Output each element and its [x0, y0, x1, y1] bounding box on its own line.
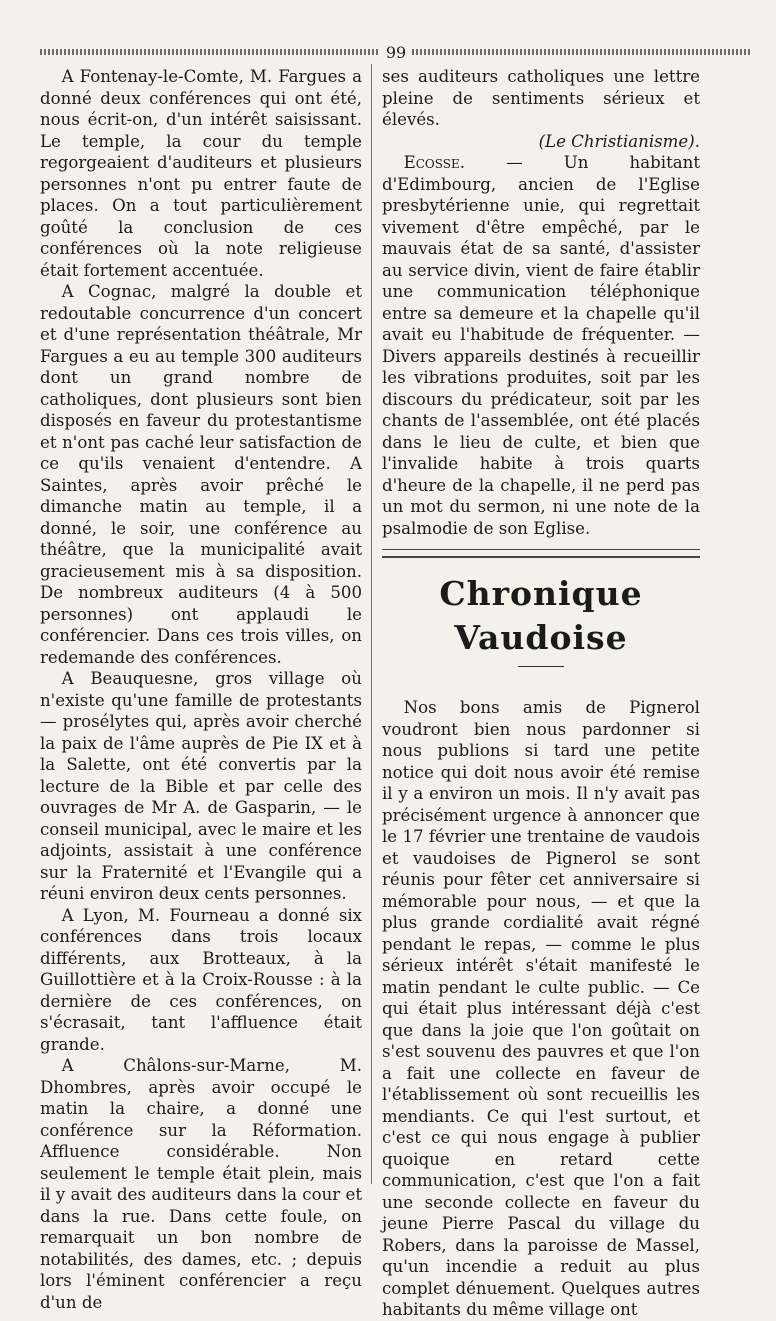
- page-number: 99: [385, 42, 407, 62]
- right-column: [382, 66, 700, 1321]
- source-citation: (Le Christianisme).: [538, 131, 700, 151]
- paragraph-beauquesne: A Beauquesne, gros village où n'existe qu'une famille de protestants — prosélytes qui, après avoir cherché la paix de l'âme auprès de Pie IX et à la Salette, ont été convertis par la lecture de la Bible et par celle des ouvrages de Mr A. de Gasparin, — le conseil municipal, avec le maire et les adjoints, assistait à une conférence sur la Fraternité et l'Evangile qui a réuni environ deux cents personnes.: [40, 669, 362, 903]
- section-separator: [382, 549, 700, 558]
- section-title: Chronique Vaudoise: [439, 574, 643, 657]
- ecosse-text: — Un habitant d'Edimbourg, ancien de l'Eglise presbytérienne unie, qui regrettait vivement d'être empêché, par le mauvais état de sa santé, d'assister au service divin, vient de faire établir une communication téléphonique entre sa demeure et la chapelle qu'il avait eu l'habitude de fréquenter. — Divers appareils destinés à recueillir les vibrations produites, soit par les discours du prédicateur, soit par les chants de l'assemblée, ont été placés dans le lieu de culte, et bien que l'invalide habite à trois quarts d'heure de la chapelle, il ne perd pas un mot du sermon, ni une note de la psalmodie de son Eglise.: [382, 153, 700, 538]
- paragraph-cognac: A Cognac, malgré la double et redoutable concurrence d'un concert et d'une représentation théâtrale, Mr Fargues a eu au temple 300 auditeurs dont un grand nombre de catholiques, dont plusieurs sont bien disposés en faveur du protestantisme et n'ont pas caché leur satisfaction de ce qu'ils venaient d'entendre. A Saintes, après avoir prêché le dimanche matin au temple, il a donné, le soir, une conférence au théâtre, que la municipalité avait gracieusement mis à sa disposition. De nombreux auditeurs (4 à 500 personnes) ont applaudi le conférencier. Dans ces trois villes, on redemande des conférences.: [40, 282, 362, 667]
- header-ornament-left: [40, 49, 380, 55]
- paragraph-lyon: A Lyon, M. Fourneau a donné six conférences dans trois locaux différents, aux Brotteaux, à la Guillottière et à la Croix-Rousse : à la dernière de ces conférences, on s'écrasait, tant l'affluence était grande.: [40, 905, 362, 1054]
- left-column: [40, 66, 362, 1313]
- paragraph-ecosse: [382, 152, 700, 539]
- header-ornament-right: [412, 49, 752, 55]
- paragraph-fontenay: A Fontenay-le-Comte, M. Fargues a donné deux conférences qui ont été, nous écrit-on, d'un intérêt saisissant. Le temple, la cour du temple regorgeaient d'auditeurs et plusieurs personnes n'ont pu entrer faute de places. On a tout particulièrement goûté la conclusion de ces conférences où la note religieuse était fortement accentuée.: [40, 67, 362, 280]
- paragraph-chalons: A Châlons-sur-Marne, M. Dhombres, après avoir occupé le matin la chaire, a donné une conférence sur la Réformation. Affluence considérable. Non seulement le temple était plein, mais il y avait des auditeurs dans la cour et dans la rue. Dans cette foule, on remarquait un bon nombre de notabilités, des dames, etc. ; depuis lors l'éminent conférencier a reçu d'un de: [40, 1056, 362, 1312]
- paragraph-vaudoise: Nos bons amis de Pignerol voudront bien nous pardonner si nous publions si tard une petite notice qui doit nous avoir été remise il y a environ un mois. Il n'y avait pas précisément urgence à annoncer que le 17 février une trentaine de vaudois et vaudoises de Pignerol se sont réunis pour fêter cet anniversaire si mémorable pour nous, — et que la plus grande cordialité avait régné pendant le repas, — comme le plus sérieux intérêt s'était manifesté le matin pendant le culte public. — Ce qui était plus intéressant déjà c'est que dans la joie que l'on goûtait on s'est souvenu des pauvres et que l'on a fait une collecte en faveur de l'établissement où sont recueillis les mendiants. Ce qui l'est surtout, et c'est ce qui nous engage à publier quoique en retard cette communication, c'est que l'on a fait une seconde collecte en faveur du jeune Pierre Pascal du village du Robers, dans la paroisse de Massel, qu'un incendie a reduit au plus complet dénuement. Quelques autres habitants du même village ont: [382, 698, 700, 1319]
- ecosse-label: Ecosse.: [403, 153, 465, 172]
- title-underline: [518, 666, 564, 667]
- paragraph-continuation: ses auditeurs catholiques une lettre pleine de sentiments sérieux et élevés.: [382, 67, 700, 129]
- column-divider: [371, 64, 372, 1184]
- page-header: [40, 42, 752, 62]
